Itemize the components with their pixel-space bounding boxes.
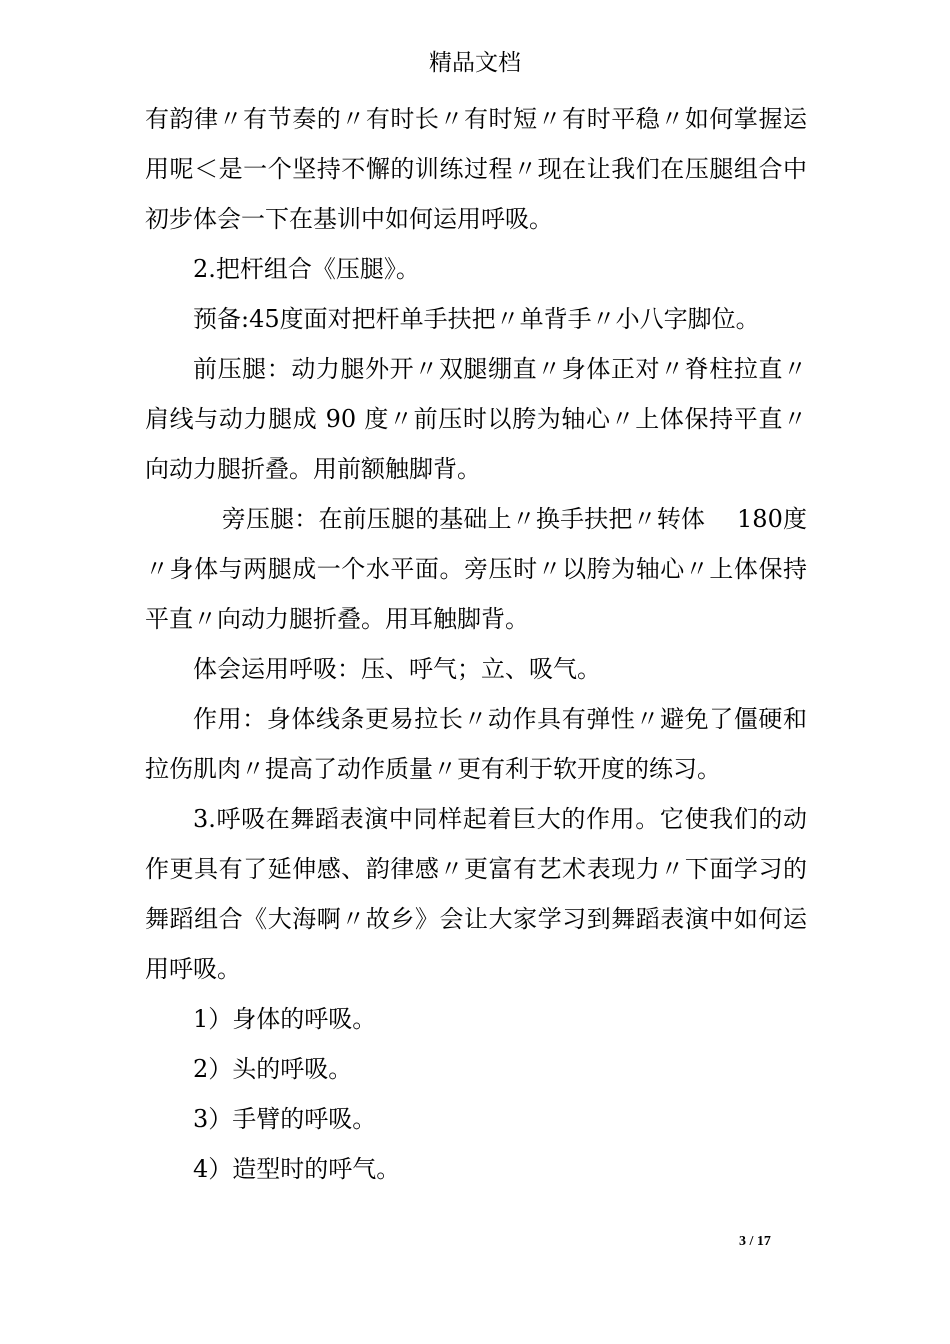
paragraph-barre-combination: 2.把杆组合《压腿》。	[193, 255, 420, 283]
document-body	[145, 94, 807, 1194]
list-item-pose-exhale: 4）造型时的呼气。	[193, 1155, 401, 1183]
paragraph-side-leg-press: 旁压腿：在前压腿的基础上〃换手扶把〃转体 180度〃身体与两腿成一个水平面。旁压时〃以胯为轴心〃上体保持平直〃向动力腿折叠。用耳触脚背。	[145, 505, 807, 633]
page-header-title: 精品文档	[429, 50, 521, 76]
paragraph-preparation: 预备:45度面对把杆单手扶把〃单背手〃小八字脚位。	[193, 305, 760, 333]
list-item-body-breathing: 1）身体的呼吸。	[193, 1005, 377, 1033]
list-item-arm-breathing: 3）手臂的呼吸。	[193, 1105, 377, 1133]
paragraph-breathing-practice: 体会运用呼吸：压、呼气；立、吸气。	[193, 655, 601, 683]
page-number: 3 / 17	[739, 1234, 771, 1249]
paragraph-breathing-intro: 有韵律〃有节奏的〃有时长〃有时短〃有时平稳〃如何掌握运用呢＜是一个坚持不懈的训练过程〃现在让我们在压腿组合中初步体会一下在基训中如何运用呼吸。	[145, 105, 807, 233]
list-item-head-breathing: 2）头的呼吸。	[193, 1055, 353, 1083]
paragraph-front-leg-press: 前压腿：动力腿外开〃双腿绷直〃身体正对〃脊柱拉直〃肩线与动力腿成 90 度〃前压时以胯为轴心〃上体保持平直〃向动力腿折叠。用前额触脚背。	[145, 355, 807, 483]
paragraph-effect: 作用：身体线条更易拉长〃动作具有弹性〃避免了僵硬和拉伤肌肉〃提高了动作质量〃更有利于软开度的练习。	[145, 705, 807, 783]
paragraph-breathing-in-performance: 3.呼吸在舞蹈表演中同样起着巨大的作用。它使我们的动作更具有了延伸感、韵律感〃更富有艺术表现力〃下面学习的舞蹈组合《大海啊〃故乡》会让大家学习到舞蹈表演中如何运用呼吸。	[145, 805, 807, 983]
